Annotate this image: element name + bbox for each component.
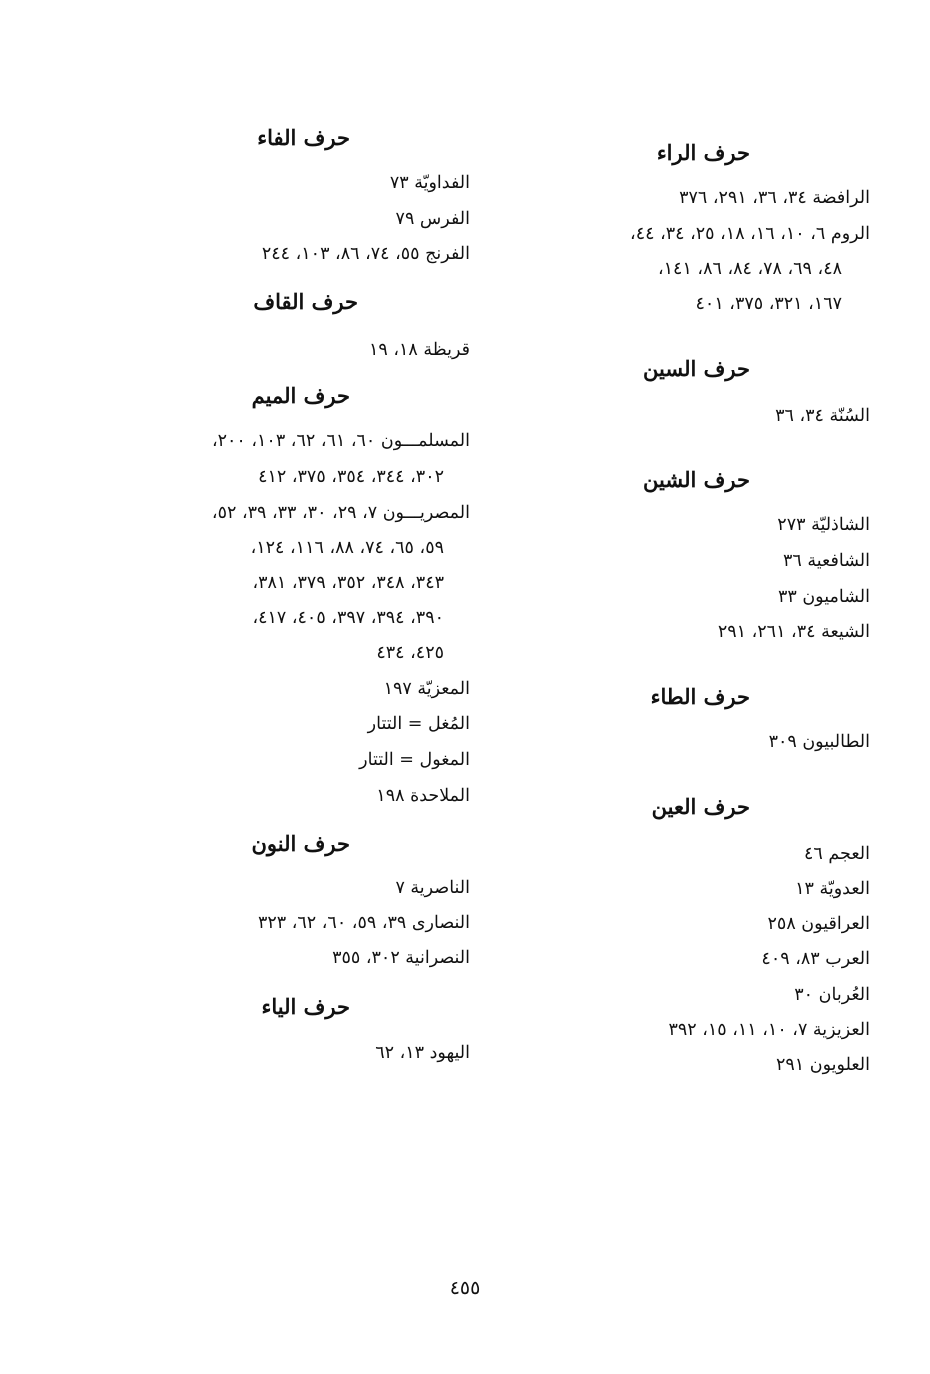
section-heading-ya: حرف الياء <box>261 994 350 1019</box>
section-heading-nun: حرف النون <box>251 831 350 856</box>
index-entry: الناصرية ٧ <box>395 878 470 898</box>
index-entry: المعزيّة ١٩٧ <box>383 679 470 699</box>
index-entry: العراقيون ٢٥٨ <box>767 914 870 934</box>
index-entry: العلويون ٢٩١ <box>776 1055 870 1075</box>
index-entry: الفداويّة ٧٣ <box>389 173 470 193</box>
index-entry: الرافضة ٣٤، ٣٦، ٢٩١، ٣٧٦ <box>679 188 870 208</box>
index-entry: العجم ٤٦ <box>804 844 870 864</box>
index-entry-continuation: ٣٠٢، ٣٤٤، ٣٥٤، ٣٧٥، ٤١٢ <box>258 467 444 487</box>
index-entry: الطالبيون ٣٠٩ <box>768 732 870 752</box>
index-entry: اليهود ١٣، ٦٢ <box>375 1043 470 1063</box>
section-heading-shin: حرف الشين <box>643 467 750 492</box>
section-heading-ta: حرف الطاء <box>650 684 750 709</box>
index-entry-continuation: ٣٤٣، ٣٤٨، ٣٥٢، ٣٧٩، ٣٨١، <box>252 573 444 593</box>
section-heading-fa: حرف الفاء <box>257 125 350 150</box>
index-entry: المُغل = التتار <box>367 714 470 734</box>
index-entry-continuation: ٤٢٥، ٤٣٤ <box>376 643 444 663</box>
index-entry: الملاحدة ١٩٨ <box>376 786 470 806</box>
index-entry-continuation: ١٦٧، ٣٢١، ٣٧٥، ٤٠١ <box>695 294 842 314</box>
index-entry: الشاميون ٣٣ <box>777 587 870 607</box>
index-entry-continuation: ٤٨، ٦٩، ٧٨، ٨٤، ٨٦، ١٤١، <box>657 259 842 279</box>
index-entry: الشافعية ٣٦ <box>783 551 870 571</box>
section-heading-ain: حرف العين <box>651 794 750 819</box>
section-heading-qaf: حرف القاف <box>253 289 358 314</box>
index-entry: العزيزية ٧، ١٠، ١١، ١٥، ٣٩٢ <box>668 1020 870 1040</box>
index-entry: الشيعة ٣٤، ٢٦١، ٢٩١ <box>717 622 870 642</box>
index-entry-continuation: ٥٩، ٦٥، ٧٤، ٨٨، ١١٦، ١٢٤، <box>250 538 444 558</box>
index-entry-continuation: ٣٩٠، ٣٩٤، ٣٩٧، ٤٠٥، ٤١٧، <box>252 608 444 628</box>
index-entry: العُربان ٣٠ <box>794 985 870 1005</box>
index-entry: الفرنج ٥٥، ٧٤، ٨٦، ١٠٣، ٢٤٤ <box>261 244 470 264</box>
index-entry: النصارى ٣٩، ٥٩، ٦٠، ٦٢، ٣٢٣ <box>257 913 470 933</box>
index-entry: السُنّة ٣٤، ٣٦ <box>775 406 870 426</box>
index-entry: الفرس ٧٩ <box>395 209 470 229</box>
section-heading-sin: حرف السين <box>643 356 750 381</box>
section-heading-mim: حرف الميم <box>251 383 350 408</box>
index-entry: المسلمـــون ٦٠، ٦١، ٦٢، ١٠٣، ٢٠٠، <box>211 431 470 451</box>
index-entry: الروم ٦، ١٠، ١٦، ١٨، ٢٥، ٣٤، ٤٤، <box>630 224 870 244</box>
index-entry: المغول = التتار <box>359 750 470 770</box>
index-entry: المصريـــون ٧، ٢٩، ٣٠، ٣٣، ٣٩، ٥٢، <box>211 503 470 523</box>
index-entry: العرب ٨٣، ٤٠٩ <box>761 949 870 969</box>
index-entry: الشاذليّة ٢٧٣ <box>777 515 870 535</box>
index-entry: العدويّة ١٣ <box>795 879 870 899</box>
page-number: ٤٥٥ <box>449 1277 481 1299</box>
section-heading-ra: حرف الراء <box>656 140 750 165</box>
index-entry: قريظة ١٨، ١٩ <box>368 340 470 360</box>
index-entry: النصرانية ٣٠٢، ٣٥٥ <box>332 948 470 968</box>
